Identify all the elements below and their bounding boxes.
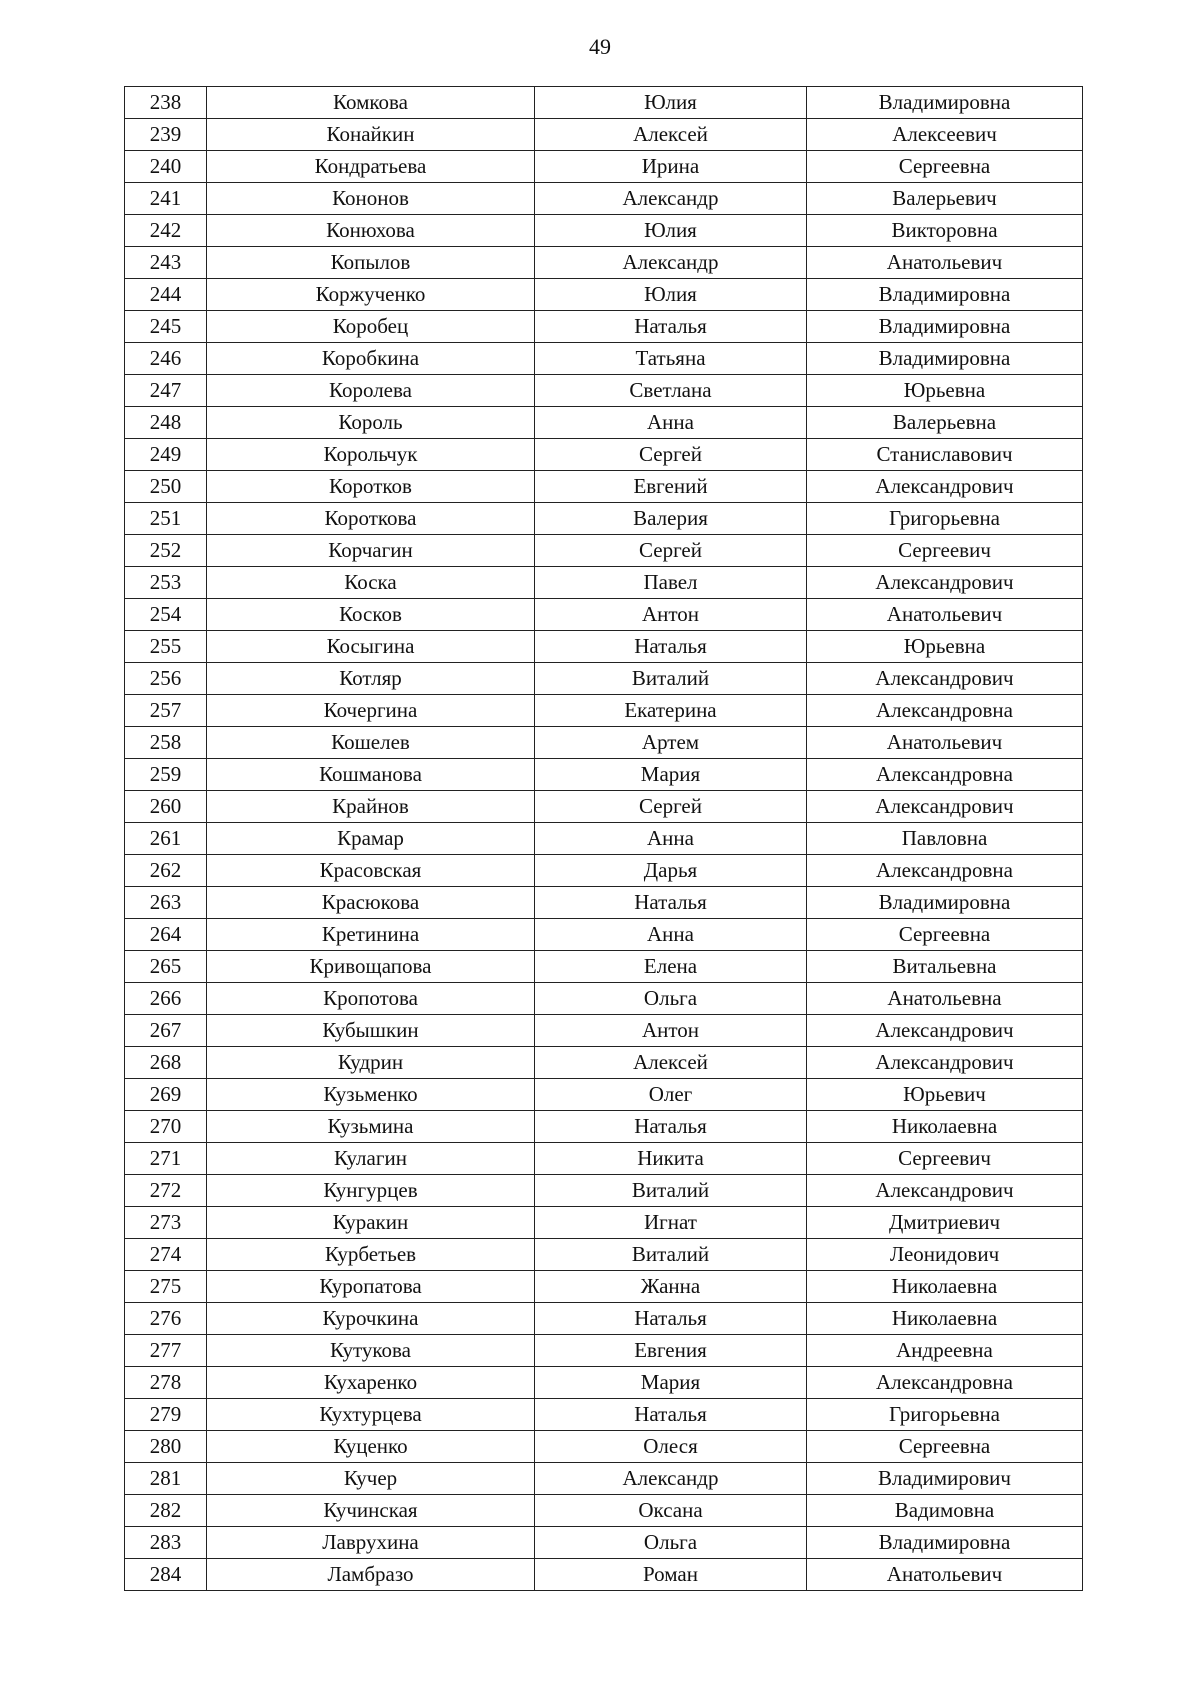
row-number: 278	[125, 1367, 207, 1399]
row-number: 263	[125, 887, 207, 919]
row-number: 265	[125, 951, 207, 983]
first-name: Наталья	[535, 1111, 807, 1143]
first-name: Екатерина	[535, 695, 807, 727]
first-name: Ольга	[535, 983, 807, 1015]
patronymic: Сергеевна	[807, 919, 1083, 951]
last-name: Конайкин	[207, 119, 535, 151]
row-number: 245	[125, 311, 207, 343]
table-row	[125, 887, 1083, 919]
table-row	[125, 151, 1083, 183]
patronymic: Николаевна	[807, 1271, 1083, 1303]
row-number: 279	[125, 1399, 207, 1431]
row-number: 266	[125, 983, 207, 1015]
row-number: 284	[125, 1559, 207, 1591]
first-name: Наталья	[535, 887, 807, 919]
first-name: Игнат	[535, 1207, 807, 1239]
first-name: Мария	[535, 1367, 807, 1399]
row-number: 261	[125, 823, 207, 855]
row-number: 275	[125, 1271, 207, 1303]
table-row	[125, 791, 1083, 823]
last-name: Коробец	[207, 311, 535, 343]
first-name: Анна	[535, 919, 807, 951]
patronymic: Сергеевна	[807, 151, 1083, 183]
row-number: 248	[125, 407, 207, 439]
table-row	[125, 1111, 1083, 1143]
row-number: 244	[125, 279, 207, 311]
patronymic: Леонидович	[807, 1239, 1083, 1271]
last-name: Красюкова	[207, 887, 535, 919]
row-number: 255	[125, 631, 207, 663]
row-number: 242	[125, 215, 207, 247]
first-name: Александр	[535, 1463, 807, 1495]
last-name: Король	[207, 407, 535, 439]
first-name: Оксана	[535, 1495, 807, 1527]
patronymic: Сергеевна	[807, 1431, 1083, 1463]
row-number: 241	[125, 183, 207, 215]
first-name: Юлия	[535, 215, 807, 247]
patronymic: Николаевна	[807, 1111, 1083, 1143]
patronymic: Владимировна	[807, 343, 1083, 375]
table-row	[125, 1559, 1083, 1591]
table-row	[125, 727, 1083, 759]
patronymic: Анатольевич	[807, 727, 1083, 759]
table-row	[125, 1431, 1083, 1463]
page-number: 49	[589, 34, 611, 59]
table-row	[125, 343, 1083, 375]
last-name: Корольчук	[207, 439, 535, 471]
row-number: 272	[125, 1175, 207, 1207]
first-name: Алексей	[535, 119, 807, 151]
last-name: Крайнов	[207, 791, 535, 823]
row-number: 283	[125, 1527, 207, 1559]
patronymic: Александрович	[807, 791, 1083, 823]
first-name: Сергей	[535, 791, 807, 823]
patronymic: Сергеевич	[807, 1143, 1083, 1175]
table-row	[125, 1047, 1083, 1079]
table-row	[125, 663, 1083, 695]
table-row	[125, 823, 1083, 855]
row-number: 273	[125, 1207, 207, 1239]
row-number: 267	[125, 1015, 207, 1047]
row-number: 259	[125, 759, 207, 791]
row-number: 258	[125, 727, 207, 759]
last-name: Котляр	[207, 663, 535, 695]
patronymic: Александрович	[807, 1015, 1083, 1047]
table-row	[125, 695, 1083, 727]
row-number: 240	[125, 151, 207, 183]
table-row	[125, 1399, 1083, 1431]
row-number: 250	[125, 471, 207, 503]
last-name: Кошманова	[207, 759, 535, 791]
last-name: Комкова	[207, 87, 535, 119]
first-name: Виталий	[535, 663, 807, 695]
last-name: Конюхова	[207, 215, 535, 247]
last-name: Косков	[207, 599, 535, 631]
first-name: Александр	[535, 183, 807, 215]
last-name: Королева	[207, 375, 535, 407]
roster-table	[124, 86, 1083, 1591]
first-name: Наталья	[535, 1399, 807, 1431]
last-name: Курбетьев	[207, 1239, 535, 1271]
table-row	[125, 919, 1083, 951]
patronymic: Сергеевич	[807, 535, 1083, 567]
last-name: Кучер	[207, 1463, 535, 1495]
first-name: Евгений	[535, 471, 807, 503]
table-row	[125, 1079, 1083, 1111]
row-number: 257	[125, 695, 207, 727]
last-name: Кудрин	[207, 1047, 535, 1079]
last-name: Кунгурцев	[207, 1175, 535, 1207]
table-row	[125, 855, 1083, 887]
first-name: Сергей	[535, 535, 807, 567]
row-number: 264	[125, 919, 207, 951]
table-row	[125, 631, 1083, 663]
last-name: Кропотова	[207, 983, 535, 1015]
row-number: 246	[125, 343, 207, 375]
first-name: Евгения	[535, 1335, 807, 1367]
first-name: Павел	[535, 567, 807, 599]
patronymic: Владимировна	[807, 87, 1083, 119]
row-number: 243	[125, 247, 207, 279]
first-name: Сергей	[535, 439, 807, 471]
last-name: Кубышкин	[207, 1015, 535, 1047]
last-name: Кухтурцева	[207, 1399, 535, 1431]
table-row	[125, 951, 1083, 983]
last-name: Копылов	[207, 247, 535, 279]
last-name: Коска	[207, 567, 535, 599]
patronymic: Владимирович	[807, 1463, 1083, 1495]
row-number: 268	[125, 1047, 207, 1079]
table-row	[125, 1335, 1083, 1367]
last-name: Куценко	[207, 1431, 535, 1463]
row-number: 249	[125, 439, 207, 471]
row-number: 282	[125, 1495, 207, 1527]
patronymic: Александрович	[807, 1047, 1083, 1079]
row-number: 280	[125, 1431, 207, 1463]
first-name: Наталья	[535, 631, 807, 663]
patronymic: Александрович	[807, 567, 1083, 599]
last-name: Кретинина	[207, 919, 535, 951]
first-name: Мария	[535, 759, 807, 791]
last-name: Коржученко	[207, 279, 535, 311]
last-name: Куракин	[207, 1207, 535, 1239]
patronymic: Викторовна	[807, 215, 1083, 247]
last-name: Коротков	[207, 471, 535, 503]
table-row	[125, 1527, 1083, 1559]
table-row	[125, 1239, 1083, 1271]
row-number: 239	[125, 119, 207, 151]
last-name: Корчагин	[207, 535, 535, 567]
patronymic: Вадимовна	[807, 1495, 1083, 1527]
patronymic: Валерьевна	[807, 407, 1083, 439]
patronymic: Витальевна	[807, 951, 1083, 983]
first-name: Ирина	[535, 151, 807, 183]
patronymic: Юрьевич	[807, 1079, 1083, 1111]
patronymic: Александровна	[807, 695, 1083, 727]
last-name: Кривощапова	[207, 951, 535, 983]
first-name: Антон	[535, 599, 807, 631]
patronymic: Владимировна	[807, 887, 1083, 919]
last-name: Лаврухина	[207, 1527, 535, 1559]
last-name: Кочергина	[207, 695, 535, 727]
patronymic: Анатольевич	[807, 247, 1083, 279]
table-row	[125, 87, 1083, 119]
table-row	[125, 1303, 1083, 1335]
last-name: Кутукова	[207, 1335, 535, 1367]
table-row	[125, 247, 1083, 279]
patronymic: Александровна	[807, 1367, 1083, 1399]
first-name: Алексей	[535, 1047, 807, 1079]
roster-table-body	[125, 87, 1083, 1591]
first-name: Жанна	[535, 1271, 807, 1303]
patronymic: Юрьевна	[807, 631, 1083, 663]
row-number: 270	[125, 1111, 207, 1143]
patronymic: Павловна	[807, 823, 1083, 855]
row-number: 256	[125, 663, 207, 695]
first-name: Дарья	[535, 855, 807, 887]
patronymic: Владимировна	[807, 279, 1083, 311]
first-name: Наталья	[535, 311, 807, 343]
patronymic: Александровна	[807, 759, 1083, 791]
table-row	[125, 1495, 1083, 1527]
table-row	[125, 599, 1083, 631]
patronymic: Александрович	[807, 1175, 1083, 1207]
last-name: Кузьмина	[207, 1111, 535, 1143]
table-row	[125, 503, 1083, 535]
row-number: 276	[125, 1303, 207, 1335]
patronymic: Александровна	[807, 855, 1083, 887]
table-row	[125, 567, 1083, 599]
patronymic: Владимировна	[807, 311, 1083, 343]
first-name: Ольга	[535, 1527, 807, 1559]
first-name: Юлия	[535, 87, 807, 119]
last-name: Куропатова	[207, 1271, 535, 1303]
patronymic: Александрович	[807, 663, 1083, 695]
row-number: 253	[125, 567, 207, 599]
patronymic: Анатольевич	[807, 599, 1083, 631]
first-name: Роман	[535, 1559, 807, 1591]
first-name: Елена	[535, 951, 807, 983]
table-row	[125, 1271, 1083, 1303]
table-row	[125, 119, 1083, 151]
first-name: Татьяна	[535, 343, 807, 375]
table-row	[125, 535, 1083, 567]
last-name: Кухаренко	[207, 1367, 535, 1399]
table-row	[125, 311, 1083, 343]
table-row	[125, 983, 1083, 1015]
row-number: 269	[125, 1079, 207, 1111]
patronymic: Владимировна	[807, 1527, 1083, 1559]
patronymic: Анатольевич	[807, 1559, 1083, 1591]
table-row	[125, 1367, 1083, 1399]
first-name: Светлана	[535, 375, 807, 407]
first-name: Олег	[535, 1079, 807, 1111]
table-row	[125, 439, 1083, 471]
row-number: 277	[125, 1335, 207, 1367]
patronymic: Александрович	[807, 471, 1083, 503]
patronymic: Дмитриевич	[807, 1207, 1083, 1239]
first-name: Анна	[535, 823, 807, 855]
row-number: 238	[125, 87, 207, 119]
last-name: Короткова	[207, 503, 535, 535]
first-name: Александр	[535, 247, 807, 279]
table-row	[125, 1015, 1083, 1047]
last-name: Кошелев	[207, 727, 535, 759]
last-name: Ламбразо	[207, 1559, 535, 1591]
table-row	[125, 1207, 1083, 1239]
table-row	[125, 183, 1083, 215]
last-name: Кучинская	[207, 1495, 535, 1527]
table-row	[125, 407, 1083, 439]
patronymic: Юрьевна	[807, 375, 1083, 407]
patronymic: Алексеевич	[807, 119, 1083, 151]
table-row	[125, 1463, 1083, 1495]
first-name: Анна	[535, 407, 807, 439]
last-name: Кулагин	[207, 1143, 535, 1175]
patronymic: Григорьевна	[807, 1399, 1083, 1431]
table-row	[125, 1143, 1083, 1175]
patronymic: Андреевна	[807, 1335, 1083, 1367]
table-row	[125, 1175, 1083, 1207]
row-number: 252	[125, 535, 207, 567]
table-row	[125, 215, 1083, 247]
row-number: 260	[125, 791, 207, 823]
row-number: 254	[125, 599, 207, 631]
patronymic: Анатольевна	[807, 983, 1083, 1015]
table-row	[125, 471, 1083, 503]
first-name: Олеся	[535, 1431, 807, 1463]
patronymic: Валерьевич	[807, 183, 1083, 215]
table-row	[125, 375, 1083, 407]
table-row	[125, 279, 1083, 311]
first-name: Виталий	[535, 1175, 807, 1207]
first-name: Артем	[535, 727, 807, 759]
first-name: Никита	[535, 1143, 807, 1175]
row-number: 251	[125, 503, 207, 535]
last-name: Коробкина	[207, 343, 535, 375]
row-number: 281	[125, 1463, 207, 1495]
first-name: Антон	[535, 1015, 807, 1047]
row-number: 262	[125, 855, 207, 887]
row-number: 274	[125, 1239, 207, 1271]
last-name: Кузьменко	[207, 1079, 535, 1111]
table-row	[125, 759, 1083, 791]
last-name: Косыгина	[207, 631, 535, 663]
last-name: Красовская	[207, 855, 535, 887]
first-name: Виталий	[535, 1239, 807, 1271]
first-name: Юлия	[535, 279, 807, 311]
last-name: Кондратьева	[207, 151, 535, 183]
last-name: Кононов	[207, 183, 535, 215]
patronymic: Станиславович	[807, 439, 1083, 471]
last-name: Курочкина	[207, 1303, 535, 1335]
row-number: 247	[125, 375, 207, 407]
row-number: 271	[125, 1143, 207, 1175]
first-name: Валерия	[535, 503, 807, 535]
first-name: Наталья	[535, 1303, 807, 1335]
patronymic: Григорьевна	[807, 503, 1083, 535]
patronymic: Николаевна	[807, 1303, 1083, 1335]
last-name: Крамар	[207, 823, 535, 855]
